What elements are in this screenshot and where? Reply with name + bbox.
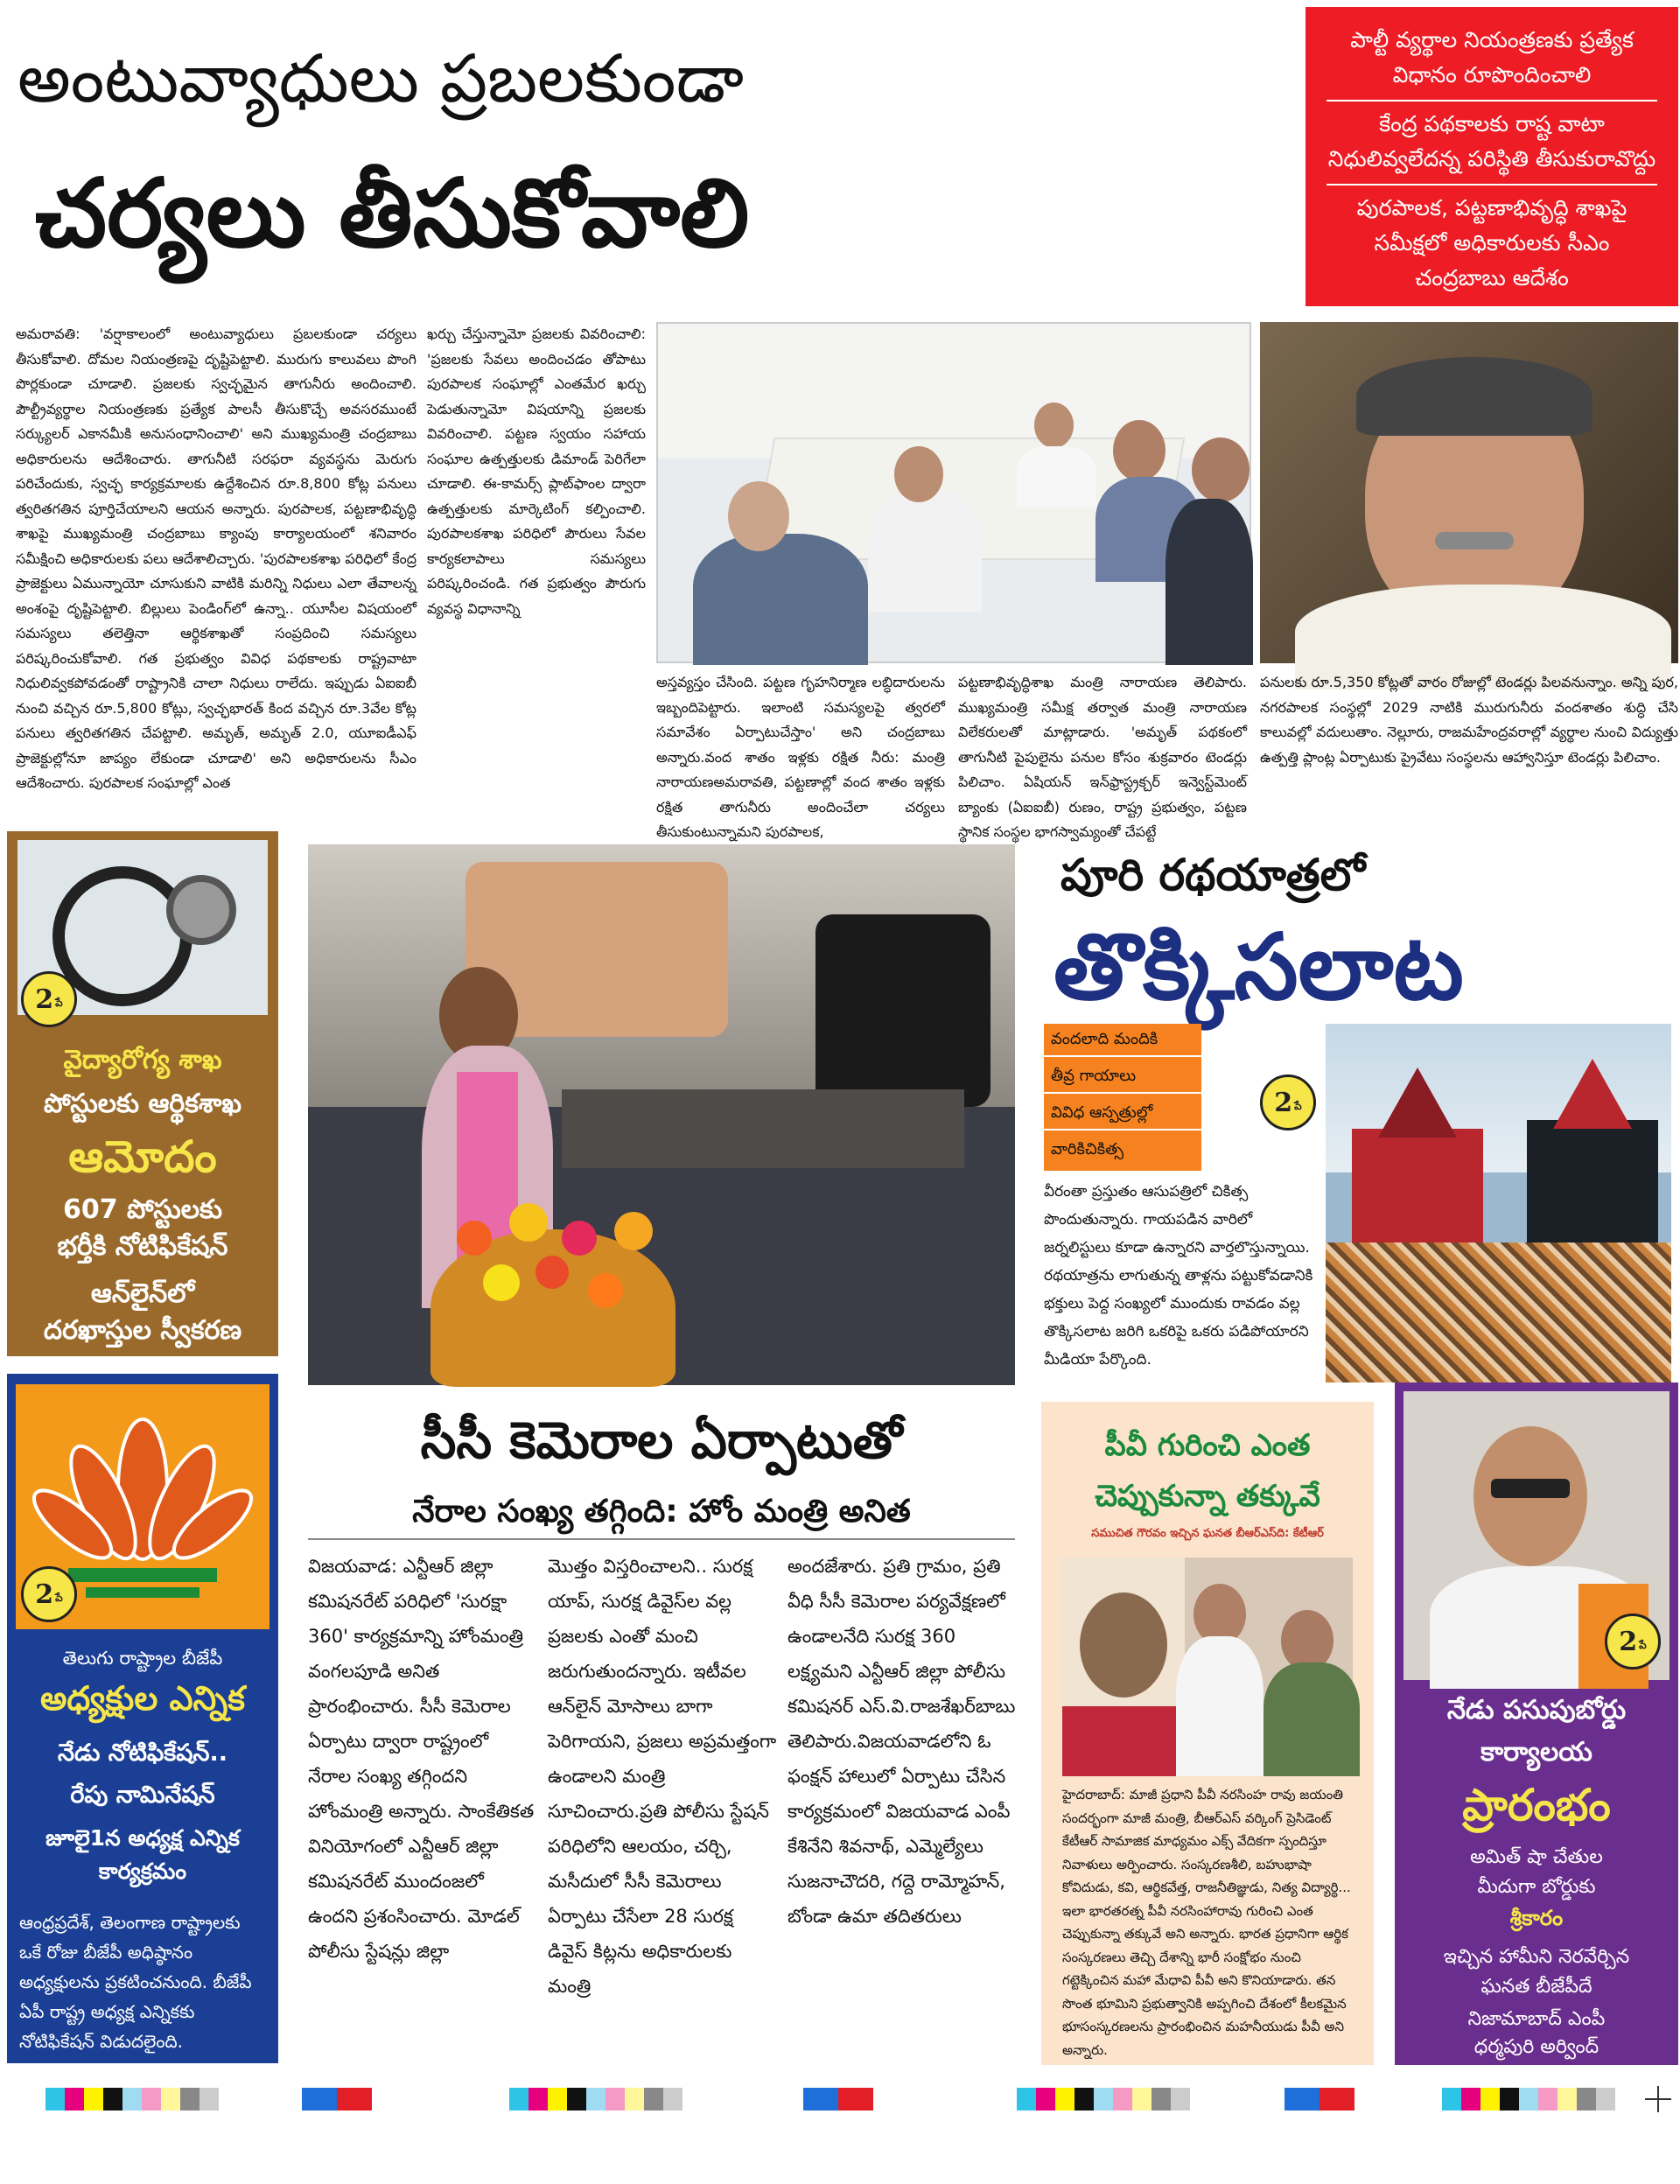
turmeric-line4: మీదుగా బోర్డుకు (1477, 1876, 1596, 1898)
turmeric-line3: అమిత్ షా చేతుల (1470, 1846, 1603, 1868)
main-headline-line1: అంటువ్యాధులు ప్రబలకుండా (18, 39, 744, 117)
health-line6: దరఖాస్తుల స్వీకరణ (43, 1315, 242, 1346)
color-registration-strip (1442, 2088, 1615, 2110)
highlight-2: కేంద్ర పథకాలకు రాష్ట వాటా నిధులివ్వలేదన్న పరిస్థితి తీసుకురావొద్దు (1326, 102, 1657, 186)
puri-point: వారికిచికిత్స (1051, 1140, 1124, 1158)
pv-body: హైదరాబాద్: మాజీ ప్రధాని పీవీ నరసింహ రావు జయంతి సందర్భంగా మాజీ మంత్రి, బీఆర్ఎస్ వర్కింగ్ ప్రెసిడెంట్ కేటీఆర్ సామాజిక మాధ్యమం ఎక్స్ వేదికగా స్పందిస్తూ నివాళులు అర్పించారు. సంస్కరణశీలి, బహుభాషా కోవిదుడు, కవి, ఆర్థికవేత్త, రాజనీతిజ్ఞుడు, నిత్య విద్యార్థి... ఇలా భారతరత్న పీవీ నరసింహారావు గురించి ఎంత చెప్పుకున్నా తక్కువే అని అన్నారు. భారత ప్రధానిగా ఆర్థిక సంస్కరణలు తెచ్చి దేశాన్ని భారీ సంక్షోభం నుంచి గట్టెక్కించిన మహా మేధావి పీవీ అని కొనియాడారు. తన సొంత భూమిని ప్రభుత్వానికి అప్పగించి దేశంలో కీలకమైన భూసంస్కరణలను ప్రారంభించిన మహనీయుడు పీవీ అని అన్నారు. (1062, 1787, 1351, 2058)
pv-box (1041, 1402, 1374, 2065)
bjp-body: ఆంధ్రప్రదేశ్, తెలంగాణ రాష్ట్రాలకు ఒకే రోజు బీజేపీ అధిష్ఠానం అధ్యక్షులను ప్రకటించనుంది. బీజేపీ ఏపీ రాష్ట్ర అధ్యక్ష ఎన్నికకు నోటిఫికేషన్ విడుదలైంది. (19, 1912, 252, 2052)
puri-points-box (1044, 1024, 1201, 1171)
turmeric-line7: ఘనత బీజేపీదే (1480, 1976, 1592, 1998)
main-story-lower-col2: పట్టణాభివృద్ధిశాఖ మంత్రి నారాయణ తెలిపారు. ముఖ్యమంత్రి సమీక్ష తర్వాత మంత్రి నారాయణ విలేకరులతో మాట్లాడారు. 'అమృత్ పథకంలో తాగునీటి పైపులైను పనుల కోసం శుక్రవారం టెండర్లు పిలిచాం. ఏషియన్ ఇన్‌ఫ్రాస్ట్రక్చర్ ఇన్వెస్ట్‌మెంట్ బ్యాంకు (ఏఐఐబీ) రుణం, రాష్ట్ర ప్రభుత్వం, పట్టణ స్థానిక సంస్థల భాగస్వామ్యంతో చేపట్టే (958, 674, 1247, 840)
highlight-3: పురపాలక, పట్టణాభివృద్ధి శాఖపై సమీక్షలో అధికారులకు సీఎం చంద్రబాబు ఆదేశం (1356, 195, 1628, 290)
cm-portrait-photo (1260, 322, 1678, 663)
color-registration-strip (1017, 2088, 1190, 2110)
cc-col2: మొత్తం విస్తరించాలని.. సురక్ష యాప్, సురక్ష డివైస్‌ల వల్ల ప్రజలకు ఎంతో మంచి జరుగుతుందన్నారు. ఇటీవల ఆన్‌లైన్ మోసాలు బాగా పెరిగాయని, ప్రజలు అప్రమత్తంగా ఉండాలని మంత్రి సూచించారు.ప్రతి పోలీసు స్టేషన్ పరిధిలోని ఆలయం, చర్చి, మసీదులో సీసీ కెమెరాలు ఏర్పాటు చేసేలా 28 సురక్ష డివైస్ కిట్లను అధికారులకు మంత్రి (548, 1556, 777, 1997)
bjp-big: అధ్యక్షుల ఎన్నిక (39, 1679, 245, 1718)
bjp-line2: రేపు నామినేషన్ (70, 1782, 215, 1809)
puri-point: వివిధ ఆస్పత్రుల్లో (1044, 1094, 1201, 1130)
main-highlights-box (1306, 7, 1678, 306)
puri-point: వందలాది మందికి (1044, 1024, 1201, 1057)
health-line4: భర్తీకి నోటిఫికేషన్ (57, 1231, 228, 1262)
puri-headline-small: పూరి రథయాత్రలో (1060, 850, 1366, 900)
highlight-1: పాల్టీ వ్యర్థాల నియంత్రణకు ప్రత్యేక విధానం రూపొందించాలి (1326, 23, 1657, 102)
turmeric-line8: నిజామాబాద్ ఎంపీ (1467, 2008, 1606, 2030)
pv-headline1: పీవీ గురించి ఎంత (1104, 1428, 1311, 1463)
page-2-badge: 2 పే (21, 971, 77, 1027)
pv-kicker: సముచిత గౌరవం ఇచ్చిన ఘనత బీఆర్ఎస్‌ది: కేటీఆర్ (1091, 1527, 1324, 1540)
pv-tribute-photo (1062, 1558, 1353, 1776)
crop-mark-icon (1645, 2086, 1671, 2112)
page-2-badge: 2 పే (1260, 1074, 1316, 1130)
health-line3: 607 పోస్టులకు (62, 1194, 223, 1225)
cc-subhead: నేరాల సంఖ్య తగ్గింది: హోం మంత్రి అనిత (412, 1494, 911, 1530)
registration-pill (803, 2088, 873, 2110)
health-box (7, 831, 278, 1356)
turmeric-line2: కార్యాలయ (1480, 1737, 1592, 1768)
bjp-box (7, 1374, 278, 2063)
page-2-badge: 2 పే (1605, 1614, 1661, 1670)
main-story-col2: ఖర్చు చేస్తున్నామో ప్రజలకు వివరించాలి: 'ప్రజలకు సేవలు అందించడం తోపాటు పురపాలక సంఘాల్లో ఎంతమేర ఖర్చు పెడుతున్నామో విషయాన్ని ప్రజలకు వివరించాలి. పట్టణ స్వయం సహాయ సంఘాల ఉత్పత్తులకు డిమాండ్ పెరిగేలా చూడాలి. ఈ-కామర్స్ ప్లాట్‌ఫాంల ద్వారా ఉత్పత్తులకు మార్కెటింగ్ కల్పించాలి. పురపాలకశాఖ పరిధిలో పౌరులు సేవల కార్యకలాపాలు సమస్యలు పరిష్కరించండి. గత ప్రభుత్వం పౌరుగు వ్యవస్థ విధానాన్ని (427, 326, 646, 617)
health-big: ఆమోదం (68, 1131, 217, 1182)
main-headline-line2: చర్యలు తీసుకోవాలి (35, 159, 750, 269)
turmeric-line9: ధర్మపురి అర్వింద్ (1474, 2036, 1600, 2058)
bjp-line1: నేడు నోటిఫికేషన్.. (58, 1740, 228, 1767)
bjp-line4: కార్యక్రమం (98, 1858, 187, 1884)
puri-body: వీరంతా ప్రస్తుతం ఆసుపత్రిలో చికిత్స పొందుతున్నారు. గాయపడిన వారిలో జర్నలిస్టులు కూడా ఉన్నారని వార్తలొస్తున్నాయి. రథయాత్రను లాగుతున్న తాళ్లను పట్టుకోవడానికి భక్తులు పెద్ద సంఖ్యలో ముందుకు రావడం వల్ల తొక్కిసలాట జరిగి ఒకరిపై ఒకరు పడిపోయారని మీడియా పేర్కొంది. (1044, 1183, 1313, 1368)
turmeric-line5: శ్రీకారం (1509, 1906, 1564, 1930)
health-line1: వైద్యారోగ్య శాఖ (63, 1045, 222, 1075)
health-line5: ఆన్‌లైన్‌లో (90, 1278, 195, 1309)
puri-rath-photo (1326, 1024, 1671, 1382)
turmeric-line6: ఇచ్చిన హామీని నెరవేర్చిన (1443, 1946, 1630, 1968)
home-minister-speech-photo (308, 844, 1015, 1385)
bjp-kicker: తెలుగు రాష్ట్రాల బీజేపీ (62, 1648, 223, 1669)
registration-pill (302, 2088, 372, 2110)
turmeric-big: ప్రారంభం (1462, 1780, 1611, 1830)
turmeric-box (1395, 1382, 1678, 2065)
main-story-lower-col3: పనులకు రూ.5,350 కోట్లతో వారం రోజుల్లో టెండర్లు పిలవనున్నాం. అన్ని పుర, నగరపాలక సంస్థల్లో 2029 నాటికి మురుగునీరు వందశాతం శుద్ధి చేసి కాలువల్లో వదులుతాం. నెల్లూరు, రాజమహేంద్రవరాల్లో వ్యర్థాల నుంచి విద్యుత్తు ఉత్పత్తి ప్లాంట్ల ఏర్పాటుకు ప్రైవేటు సంస్థలను ఆహ్వానిస్తూ టెండర్లు పిలిచాం. (1260, 674, 1678, 766)
health-line2: పోస్టులకు ఆర్థికశాఖ (44, 1088, 242, 1119)
main-story-col1: అమరావతి: 'వర్షాకాలంలో అంటువ్యాధులు ప్రబలకుండా చర్యలు తీసుకోవాలి. దోమల నియంత్రణపై దృష్టిపెట్టాలి. మురుగు కాలువలు పొంగి పొర్లకుండా చూడాలి. ప్రజలకు స్వచ్ఛమైన తాగునీరు అందించాలి. పౌల్ట్రీవ్యర్థాల నియంత్రణకు ప్రత్యేక పాలసీ తీసుకొచ్చే అవసరముంటే సర్క్యులర్ ఎకానమీకి అనుసంధానించాలి' అని ముఖ్యమంత్రి చంద్రబాబు అధికారులను ఆదేశించారు. తాగునీటి సరఫరా వ్యవస్థను మెరుగు పరిచేందుకు, స్వచ్ఛ కార్యక్రమాలకు ఉద్దేశించిన రూ.8,800 కోట్ల పనులు త్వరితగతిన పూర్తిచేయాలని ఆయన అన్నారు. పురపాలక, పట్టణాభివృద్ధి శాఖపై ముఖ్యమంత్రి చంద్రబాబు క్యాంపు కార్యాలయంలో శనివారం సమీక్షించి అధికారులకు పలు ఆదేశాలిచ్చారు. 'పురపాలకశాఖ పరిధిలో కేంద్ర ప్రాజెక్టులు ఏమున్నాయో చూసుకుని వాటికి మరిన్ని నిధులు ఎలా తేవాలన్న అంశంపై దృష్టిపెట్టాలి. బిల్లులు పెండింగ్‌లో ఉన్నా.. యూసీల విషయంలో సమస్యలు తలెత్తినా ఆర్థికశాఖతో సంప్రదించి సమస్యలు పరిష్కరించుకోవాలి. గత ప్రభుత్వం వివిధ పథకాలకు రాష్ట్రవాటా నిధులివ్వకపోవడంతో రాష్ట్రానికి చాలా నిధులు రాలేదు. ఇప్పుడు ఏఐఐబీ నుంచి వచ్చిన రూ.5,800 కోట్లు, స్వచ్ఛభారత్ కింద వచ్చిన రూ.3వేల కోట్ల పనులు త్వరితగతిన చేపట్టాలి. అమృత్, అమృత్ 2.0, యూఐడీఎఫ్ ప్రాజెక్టుల్లోనూ జాప్యం లేకుండా చూడాలి' అని అధికారులను సీఎం ఆదేశించారు. పురపాలక సంఘాల్లో ఎంత (16, 326, 416, 791)
color-registration-strip (509, 2088, 682, 2110)
review-meeting-photo (656, 322, 1251, 663)
puri-headline-big: తొక్కిసలాట (1054, 914, 1464, 1020)
color-registration-strip (46, 2088, 219, 2110)
cc-headline: సీసీ కెమెరాల ఏర్పాటుతో (420, 1410, 903, 1470)
cc-col3: అందజేశారు. ప్రతి గ్రామం, ప్రతి వీధి సీసీ కెమెరాల పర్యవేక్షణలో ఉండాలనేది సురక్ష 360 లక్ష్యమని ఎన్టీఆర్ జిల్లా పోలీసు కమిషనర్ ఎస్.వి.రాజశేఖర్‌బాబు తెలిపారు.విజయవాడలోని ఓ ఫంక్షన్ హాలులో ఏర్పాటు చేసిన కార్యక్రమంలో విజయవాడ ఎంపీ కేశినేని శివనాథ్, ఎమ్మెల్యేలు సుజనాచౌదరి, గద్దె రామ్మోహన్, బోండా ఉమా తదితరులు (788, 1556, 1016, 1927)
turmeric-line1: నేడు పసుపుబోర్డు (1446, 1695, 1627, 1726)
puri-point: తీవ్ర గాయాలు (1044, 1057, 1201, 1094)
pv-headline2: చెప్పుకున్నా తక్కువే (1095, 1479, 1320, 1514)
main-story-lower-col1: అస్తవ్యస్తం చేసింది. పట్టణ గృహనిర్మాణ లబ్ధిదారులను ఇబ్బందిపెట్టారు. ఇలాంటి సమస్యలపై త్వరలో సమావేశం ఏర్పాటుచేస్తాం' అని చంద్రబాబు అన్నారు.వంద శాతం ఇళ్లకు రక్షిత నీరు: మంత్రి నారాయణఅమరావతి, పట్టణాల్లో వంద శాతం ఇళ్లకు రక్షిత తాగునీరు అందించేలా చర్యలు తీసుకుంటున్నామని పురపాలక, (656, 674, 945, 840)
cc-col1: విజయవాడ: ఎన్టీఆర్ జిల్లా కమిషనరేట్ పరిధిలో 'సురక్షా 360' కార్యక్రమాన్ని హోంమంత్రి వంగలపూడి అనిత ప్రారంభించారు. సీసీ కెమెరాల ఏర్పాటు ద్వారా రాష్ట్రంలో నేరాల సంఖ్య తగ్గిందని హోంమంత్రి అన్నారు. సాంకేతికత వినియోగంలో ఎన్టీఆర్ జిల్లా కమిషనరేట్ ముందంజలో ఉందని ప్రశంసించారు. మోడల్ పోలీసు స్టేషన్లు జిల్లా (308, 1556, 535, 1962)
registration-pill (1284, 2088, 1354, 2110)
bjp-line3: జూలై1న అధ్యక్ష ఎన్నిక (46, 1825, 240, 1851)
page-2-badge: 2 పే (21, 1566, 77, 1622)
cc-rule (308, 1538, 1015, 1540)
